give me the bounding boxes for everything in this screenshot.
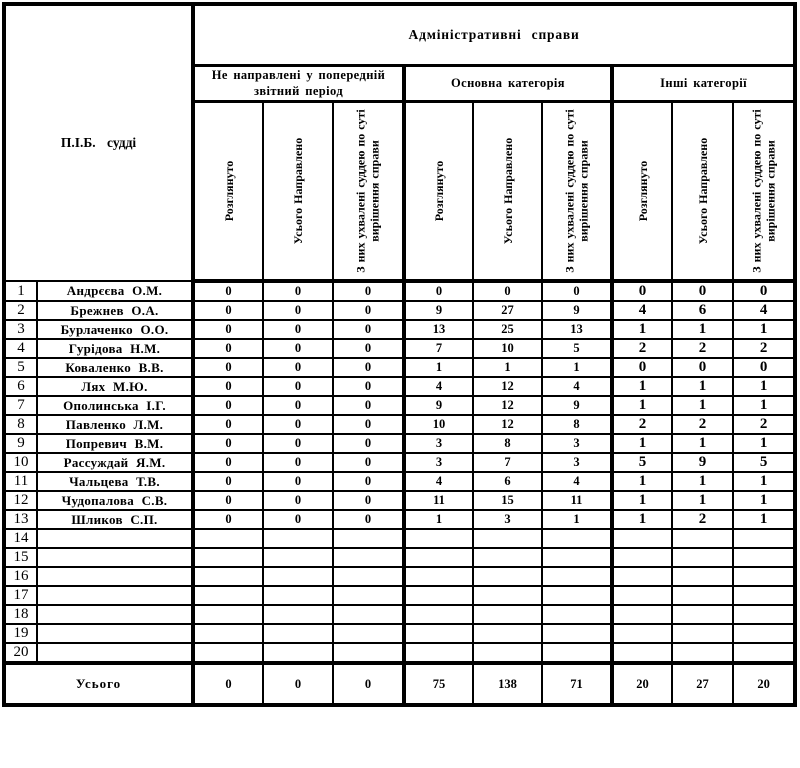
judge-name-cell: Ополинська І.Г. xyxy=(37,396,193,415)
value-cell: 0 xyxy=(333,415,404,434)
row-number-cell: 3 xyxy=(4,320,37,339)
value-cell xyxy=(542,605,612,624)
group-header-not-sent-previous-period: Не направлені у попередній звітний період xyxy=(193,66,404,102)
column-header-considered-g1 xyxy=(193,102,263,282)
total-value-cell: 27 xyxy=(672,663,733,705)
value-cell xyxy=(672,586,733,605)
table-row xyxy=(4,415,795,434)
value-cell xyxy=(733,567,795,586)
row-number-cell: 15 xyxy=(4,548,37,567)
value-cell xyxy=(193,548,263,567)
value-cell: 7 xyxy=(404,339,473,358)
total-row xyxy=(4,663,795,705)
value-cell xyxy=(193,605,263,624)
column-header-considered-g2 xyxy=(404,102,473,282)
row-number-cell: 20 xyxy=(4,643,37,663)
value-cell xyxy=(733,624,795,643)
value-cell xyxy=(333,643,404,663)
value-cell: 1 xyxy=(473,358,542,377)
value-cell: 2 xyxy=(612,339,672,358)
value-cell: 3 xyxy=(404,434,473,453)
value-cell: 2 xyxy=(733,339,795,358)
judge-name-cell: Андрєєва О.М. xyxy=(37,281,193,301)
value-cell: 1 xyxy=(612,396,672,415)
value-cell: 0 xyxy=(263,339,333,358)
value-cell xyxy=(333,529,404,548)
row-number-cell: 14 xyxy=(4,529,37,548)
table-title: Адміністративні справи xyxy=(193,4,795,66)
value-cell xyxy=(404,643,473,663)
value-cell xyxy=(612,624,672,643)
judge-name-cell xyxy=(37,548,193,567)
judge-name-cell: Чудопалова С.В. xyxy=(37,491,193,510)
value-cell: 0 xyxy=(333,377,404,396)
row-number-cell: 17 xyxy=(4,586,37,605)
value-cell xyxy=(263,605,333,624)
table-row xyxy=(4,320,795,339)
value-cell: 1 xyxy=(612,434,672,453)
judge-name-cell: Рассуждай Я.М. xyxy=(37,453,193,472)
value-cell xyxy=(473,529,542,548)
judge-name-cell: Павленко Л.М. xyxy=(37,415,193,434)
value-cell: 0 xyxy=(263,453,333,472)
value-cell: 4 xyxy=(733,301,795,320)
row-number-cell: 8 xyxy=(4,415,37,434)
value-cell: 1 xyxy=(672,320,733,339)
column-header-label: Усього Направлено xyxy=(290,137,305,245)
header-title-row xyxy=(4,4,795,66)
table-row xyxy=(4,434,795,453)
value-cell: 0 xyxy=(263,434,333,453)
table-row xyxy=(4,605,795,624)
value-cell: 6 xyxy=(473,472,542,491)
value-cell: 25 xyxy=(473,320,542,339)
value-cell: 0 xyxy=(333,434,404,453)
value-cell: 2 xyxy=(612,415,672,434)
value-cell xyxy=(473,624,542,643)
value-cell xyxy=(193,529,263,548)
value-cell xyxy=(263,586,333,605)
judge-name-cell xyxy=(37,567,193,586)
column-header-label: З них ухвалені суддею по суті вирішення справи xyxy=(749,109,778,273)
total-value-cell: 20 xyxy=(733,663,795,705)
value-cell: 0 xyxy=(333,510,404,529)
value-cell xyxy=(404,567,473,586)
value-cell: 1 xyxy=(672,472,733,491)
value-cell: 0 xyxy=(193,377,263,396)
group-header-main-category: Основна категорія xyxy=(404,66,612,102)
value-cell: 1 xyxy=(672,377,733,396)
value-cell xyxy=(672,624,733,643)
table-row xyxy=(4,567,795,586)
total-label: Усього xyxy=(4,663,193,705)
value-cell xyxy=(542,586,612,605)
value-cell: 1 xyxy=(404,358,473,377)
value-cell: 0 xyxy=(193,339,263,358)
value-cell: 4 xyxy=(542,377,612,396)
row-number-cell: 13 xyxy=(4,510,37,529)
table-row xyxy=(4,339,795,358)
value-cell: 0 xyxy=(193,281,263,301)
value-cell: 0 xyxy=(473,281,542,301)
value-cell: 0 xyxy=(193,472,263,491)
value-cell xyxy=(612,548,672,567)
value-cell: 0 xyxy=(542,281,612,301)
value-cell: 0 xyxy=(193,491,263,510)
judge-name-cell: Шликов С.П. xyxy=(37,510,193,529)
row-number-cell: 7 xyxy=(4,396,37,415)
value-cell: 1 xyxy=(612,320,672,339)
value-cell: 6 xyxy=(672,301,733,320)
value-cell: 0 xyxy=(193,434,263,453)
table-row xyxy=(4,548,795,567)
value-cell: 0 xyxy=(193,396,263,415)
value-cell xyxy=(333,548,404,567)
value-cell: 2 xyxy=(672,415,733,434)
value-cell xyxy=(263,548,333,567)
row-number-cell: 10 xyxy=(4,453,37,472)
value-cell xyxy=(612,567,672,586)
value-cell: 1 xyxy=(542,510,612,529)
value-cell: 8 xyxy=(473,434,542,453)
table-row xyxy=(4,491,795,510)
judge-name-cell: Брежнев О.А. xyxy=(37,301,193,320)
value-cell: 3 xyxy=(404,453,473,472)
judge-name-cell: Коваленко В.В. xyxy=(37,358,193,377)
value-cell xyxy=(333,567,404,586)
table-row xyxy=(4,510,795,529)
value-cell xyxy=(473,567,542,586)
value-cell: 12 xyxy=(473,377,542,396)
value-cell: 0 xyxy=(263,472,333,491)
column-header-label: З них ухвалені суддею по суті вирішення справи xyxy=(562,109,591,273)
table-row xyxy=(4,377,795,396)
value-cell: 0 xyxy=(263,320,333,339)
row-number-cell: 12 xyxy=(4,491,37,510)
value-cell: 0 xyxy=(333,301,404,320)
value-cell xyxy=(263,643,333,663)
value-cell: 0 xyxy=(263,358,333,377)
row-number-cell: 9 xyxy=(4,434,37,453)
value-cell: 5 xyxy=(733,453,795,472)
value-cell: 1 xyxy=(733,320,795,339)
value-cell: 9 xyxy=(404,301,473,320)
value-cell xyxy=(404,548,473,567)
total-value-cell: 75 xyxy=(404,663,473,705)
value-cell: 1 xyxy=(733,510,795,529)
judge-name-cell xyxy=(37,605,193,624)
column-header-label: Усього Направлено xyxy=(695,137,710,245)
value-cell xyxy=(473,605,542,624)
value-cell: 3 xyxy=(542,453,612,472)
value-cell xyxy=(672,643,733,663)
judge-name-cell: Попревич В.М. xyxy=(37,434,193,453)
value-cell: 0 xyxy=(263,510,333,529)
column-header-label: Розглянуто xyxy=(635,160,650,222)
total-value-cell: 20 xyxy=(612,663,672,705)
group-header-other-categories: Інші категорії xyxy=(612,66,795,102)
value-cell xyxy=(672,548,733,567)
value-cell xyxy=(263,567,333,586)
table-row xyxy=(4,453,795,472)
value-cell: 0 xyxy=(612,281,672,301)
judge-name-column-header: П.І.Б. судді xyxy=(4,4,193,281)
value-cell: 12 xyxy=(473,415,542,434)
value-cell xyxy=(733,643,795,663)
value-cell: 4 xyxy=(404,472,473,491)
value-cell: 12 xyxy=(473,396,542,415)
value-cell: 0 xyxy=(672,281,733,301)
value-cell: 0 xyxy=(612,358,672,377)
value-cell: 3 xyxy=(473,510,542,529)
column-header-decided-on-merits-g1 xyxy=(333,102,404,282)
value-cell: 1 xyxy=(612,510,672,529)
value-cell xyxy=(404,586,473,605)
value-cell: 0 xyxy=(263,301,333,320)
column-header-considered-g3 xyxy=(612,102,672,282)
value-cell: 0 xyxy=(333,472,404,491)
value-cell xyxy=(612,605,672,624)
value-cell: 1 xyxy=(733,491,795,510)
total-value-cell: 0 xyxy=(263,663,333,705)
value-cell: 0 xyxy=(193,320,263,339)
value-cell xyxy=(612,643,672,663)
value-cell: 10 xyxy=(404,415,473,434)
table-row xyxy=(4,529,795,548)
value-cell: 9 xyxy=(542,396,612,415)
value-cell: 27 xyxy=(473,301,542,320)
judge-name-cell: Бурлаченко О.О. xyxy=(37,320,193,339)
value-cell: 4 xyxy=(404,377,473,396)
column-header-total-sent-g3 xyxy=(672,102,733,282)
value-cell: 0 xyxy=(333,320,404,339)
table-row xyxy=(4,643,795,663)
value-cell: 0 xyxy=(672,358,733,377)
value-cell: 9 xyxy=(542,301,612,320)
judge-name-cell xyxy=(37,529,193,548)
judge-name-cell: Лях М.Ю. xyxy=(37,377,193,396)
value-cell: 0 xyxy=(733,281,795,301)
value-cell: 0 xyxy=(193,510,263,529)
value-cell: 0 xyxy=(193,358,263,377)
value-cell: 1 xyxy=(672,396,733,415)
court-statistics-table xyxy=(2,2,797,707)
value-cell: 1 xyxy=(404,510,473,529)
value-cell: 0 xyxy=(263,396,333,415)
value-cell: 4 xyxy=(612,301,672,320)
value-cell: 0 xyxy=(333,491,404,510)
column-header-label: Розглянуто xyxy=(431,160,446,222)
row-number-cell: 11 xyxy=(4,472,37,491)
value-cell xyxy=(672,605,733,624)
value-cell xyxy=(473,548,542,567)
value-cell xyxy=(193,624,263,643)
value-cell: 10 xyxy=(473,339,542,358)
value-cell: 1 xyxy=(733,434,795,453)
value-cell: 0 xyxy=(263,491,333,510)
value-cell xyxy=(542,548,612,567)
row-number-cell: 2 xyxy=(4,301,37,320)
value-cell: 4 xyxy=(542,472,612,491)
value-cell: 13 xyxy=(404,320,473,339)
value-cell xyxy=(473,586,542,605)
value-cell xyxy=(672,567,733,586)
value-cell: 15 xyxy=(473,491,542,510)
value-cell: 5 xyxy=(542,339,612,358)
value-cell xyxy=(263,624,333,643)
row-number-cell: 6 xyxy=(4,377,37,396)
value-cell xyxy=(733,529,795,548)
value-cell xyxy=(672,529,733,548)
value-cell: 0 xyxy=(404,281,473,301)
row-number-cell: 19 xyxy=(4,624,37,643)
judge-name-cell xyxy=(37,624,193,643)
value-cell: 0 xyxy=(333,358,404,377)
row-number-cell: 16 xyxy=(4,567,37,586)
total-value-cell: 0 xyxy=(193,663,263,705)
value-cell xyxy=(612,586,672,605)
column-header-decided-on-merits-g3 xyxy=(733,102,795,282)
value-cell: 2 xyxy=(733,415,795,434)
table-row xyxy=(4,396,795,415)
column-header-total-sent-g2 xyxy=(473,102,542,282)
row-number-cell: 4 xyxy=(4,339,37,358)
value-cell: 3 xyxy=(542,434,612,453)
value-cell: 1 xyxy=(672,434,733,453)
value-cell: 11 xyxy=(404,491,473,510)
value-cell: 1 xyxy=(733,472,795,491)
table-row xyxy=(4,301,795,320)
value-cell: 0 xyxy=(333,281,404,301)
value-cell xyxy=(404,529,473,548)
value-cell: 1 xyxy=(733,396,795,415)
column-header-label: Усього Направлено xyxy=(500,137,515,245)
value-cell: 1 xyxy=(542,358,612,377)
value-cell xyxy=(733,605,795,624)
value-cell: 0 xyxy=(333,339,404,358)
value-cell xyxy=(542,643,612,663)
value-cell: 0 xyxy=(263,281,333,301)
table-row xyxy=(4,358,795,377)
judge-name-cell xyxy=(37,643,193,663)
value-cell: 8 xyxy=(542,415,612,434)
value-cell xyxy=(404,624,473,643)
value-cell: 1 xyxy=(672,491,733,510)
value-cell: 0 xyxy=(263,415,333,434)
value-cell: 13 xyxy=(542,320,612,339)
value-cell: 11 xyxy=(542,491,612,510)
value-cell xyxy=(193,643,263,663)
column-header-label: З них ухвалені суддею по суті вирішення справи xyxy=(353,109,382,273)
value-cell: 2 xyxy=(672,339,733,358)
row-number-cell: 1 xyxy=(4,281,37,301)
column-header-label: Розглянуто xyxy=(221,160,236,222)
value-cell: 0 xyxy=(733,358,795,377)
value-cell: 0 xyxy=(193,415,263,434)
value-cell xyxy=(542,529,612,548)
value-cell xyxy=(333,586,404,605)
table-row xyxy=(4,624,795,643)
value-cell xyxy=(542,567,612,586)
value-cell: 0 xyxy=(333,453,404,472)
judges-table-body xyxy=(4,281,795,663)
total-value-cell: 71 xyxy=(542,663,612,705)
column-header-total-sent-g1 xyxy=(263,102,333,282)
value-cell: 0 xyxy=(193,453,263,472)
value-cell xyxy=(333,624,404,643)
row-number-cell: 18 xyxy=(4,605,37,624)
value-cell xyxy=(333,605,404,624)
value-cell xyxy=(473,643,542,663)
value-cell: 1 xyxy=(733,377,795,396)
value-cell: 1 xyxy=(612,377,672,396)
table-row xyxy=(4,586,795,605)
value-cell xyxy=(263,529,333,548)
row-number-cell: 5 xyxy=(4,358,37,377)
judge-name-cell: Чальцева Т.В. xyxy=(37,472,193,491)
value-cell: 5 xyxy=(612,453,672,472)
value-cell: 9 xyxy=(404,396,473,415)
value-cell: 0 xyxy=(193,301,263,320)
total-value-cell: 0 xyxy=(333,663,404,705)
value-cell xyxy=(404,605,473,624)
value-cell: 2 xyxy=(672,510,733,529)
value-cell: 1 xyxy=(612,491,672,510)
judge-name-cell xyxy=(37,586,193,605)
value-cell xyxy=(733,586,795,605)
column-header-decided-on-merits-g2 xyxy=(542,102,612,282)
value-cell: 7 xyxy=(473,453,542,472)
value-cell xyxy=(193,567,263,586)
table-row xyxy=(4,281,795,301)
value-cell: 0 xyxy=(333,396,404,415)
value-cell xyxy=(733,548,795,567)
table-row xyxy=(4,472,795,491)
value-cell: 1 xyxy=(612,472,672,491)
value-cell: 9 xyxy=(672,453,733,472)
value-cell xyxy=(542,624,612,643)
judge-name-cell: Гурідова Н.М. xyxy=(37,339,193,358)
total-value-cell: 138 xyxy=(473,663,542,705)
value-cell: 0 xyxy=(263,377,333,396)
value-cell xyxy=(193,586,263,605)
value-cell xyxy=(612,529,672,548)
